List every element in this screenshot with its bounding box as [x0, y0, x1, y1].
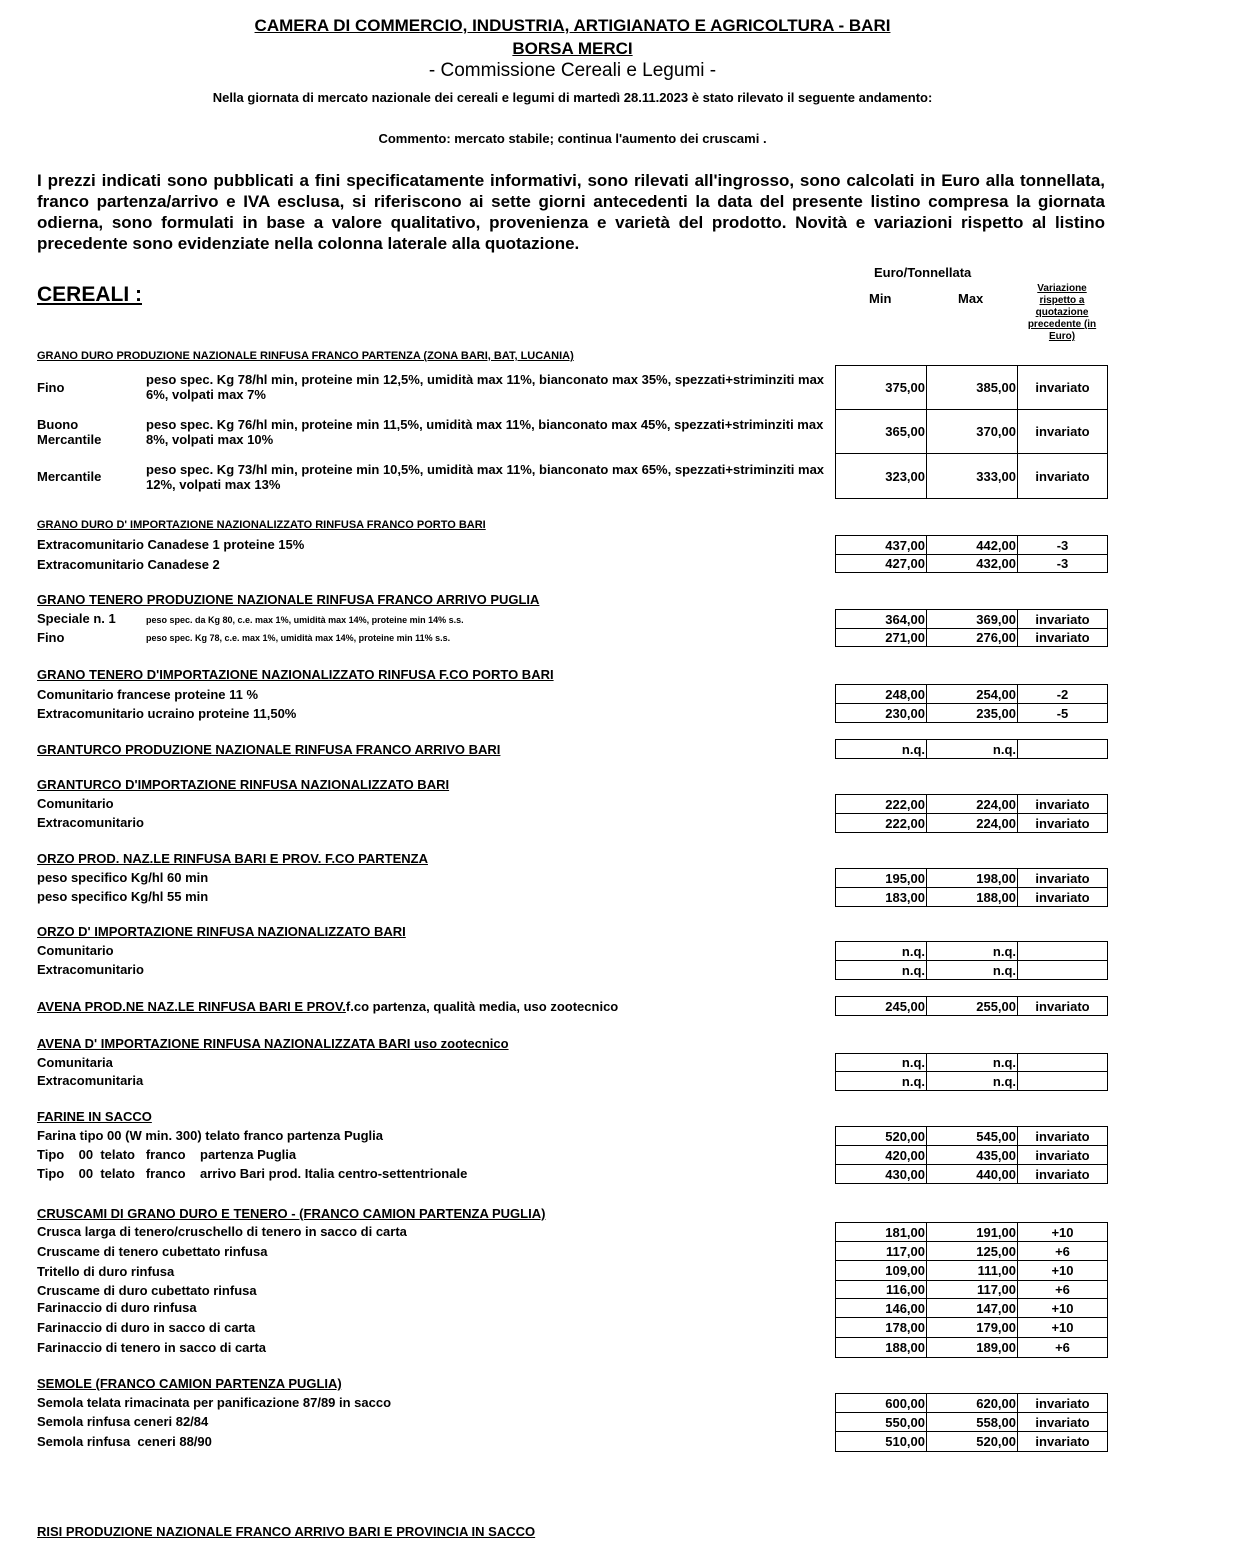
- price-variation: invariato: [1017, 1164, 1108, 1184]
- price-max: 189,00: [926, 1337, 1018, 1358]
- section-title-main: AVENA PROD.NE NAZ.LE RINFUSA BARI E PROV.: [37, 999, 346, 1014]
- price-min: 323,00: [835, 453, 927, 499]
- row-label: Extracomunitario ucraino proteine 11,50%: [37, 706, 297, 721]
- row-label: Extracomunitaria: [37, 1073, 144, 1088]
- price-variation: invariato: [1017, 1393, 1108, 1413]
- price-min: 375,00: [835, 365, 927, 410]
- price-variation: invariato: [1017, 1145, 1108, 1165]
- row-label: Cruscame di tenero cubettato rinfusa: [37, 1244, 268, 1259]
- row-description: peso spec. Kg 73/hl min, proteine min 10,5%, umidità max 11%, bianconato max 65%, spezzati+striminziti max 12%, volpati max 13%: [146, 462, 825, 492]
- price-min: n.q.: [835, 739, 927, 759]
- price-variation: invariato: [1017, 365, 1108, 410]
- price-min: 248,00: [835, 684, 927, 704]
- price-variation: [1017, 960, 1108, 980]
- row-label: peso specifico Kg/hl 55 min: [37, 889, 209, 904]
- section-title-main: AVENA D' IMPORTAZIONE RINFUSA NAZIONALIZZATA BARI: [37, 1036, 411, 1051]
- price-variation: +6: [1017, 1337, 1108, 1358]
- price-variation: invariato: [1017, 1126, 1108, 1146]
- price-min: 195,00: [835, 868, 927, 888]
- section-title-tail: uso zootecnico: [410, 1036, 509, 1051]
- price-min: n.q.: [835, 1071, 927, 1091]
- price-variation: invariato: [1017, 1412, 1108, 1432]
- price-max: 435,00: [926, 1145, 1018, 1165]
- price-min: 117,00: [835, 1241, 927, 1261]
- price-variation: invariato: [1017, 996, 1108, 1016]
- price-min: n.q.: [835, 941, 927, 961]
- price-variation: invariato: [1017, 1431, 1108, 1452]
- market-comment: Commento: mercato stabile; continua l'aumento dei cruscami .: [378, 131, 767, 146]
- row-label: Comunitario: [37, 943, 114, 958]
- price-max: 369,00: [926, 609, 1018, 629]
- price-min: 600,00: [835, 1393, 927, 1413]
- section-title: CRUSCAMI DI GRANO DURO E TENERO - (FRANCO CAMION PARTENZA PUGLIA): [37, 1206, 546, 1221]
- price-max: 370,00: [926, 409, 1018, 454]
- row-label: Farina tipo 00 (W min. 300) telato franco partenza Puglia: [37, 1128, 384, 1143]
- price-variation: -3: [1017, 535, 1108, 555]
- price-max: 198,00: [926, 868, 1018, 888]
- price-variation: [1017, 1071, 1108, 1091]
- price-max: 188,00: [926, 887, 1018, 907]
- price-variation: invariato: [1017, 409, 1108, 454]
- price-max: 520,00: [926, 1431, 1018, 1452]
- price-min: 520,00: [835, 1126, 927, 1146]
- price-max: n.q.: [926, 739, 1018, 759]
- price-variation: -5: [1017, 703, 1108, 723]
- price-variation: invariato: [1017, 887, 1108, 907]
- price-variation: +10: [1017, 1298, 1108, 1318]
- section-title-tail: f.co partenza, qualità media, uso zootecnico: [345, 999, 619, 1014]
- price-variation: invariato: [1017, 628, 1108, 647]
- section-title: [37, 999, 618, 1014]
- price-max: 442,00: [926, 535, 1018, 555]
- price-max: 620,00: [926, 1393, 1018, 1413]
- price-min: 222,00: [835, 813, 927, 833]
- price-variation: +10: [1017, 1222, 1108, 1242]
- price-min: n.q.: [835, 1053, 927, 1072]
- price-min: 550,00: [835, 1412, 927, 1432]
- price-max: 179,00: [926, 1317, 1018, 1338]
- price-variation: -3: [1017, 554, 1108, 573]
- section-title: ORZO PROD. NAZ.LE RINFUSA BARI E PROV. F.CO PARTENZA: [37, 851, 428, 866]
- max-column-header: Max: [958, 291, 984, 306]
- section-cereali-heading: CEREALI :: [37, 283, 142, 306]
- price-max: 147,00: [926, 1298, 1018, 1318]
- price-min: 364,00: [835, 609, 927, 629]
- price-variation: [1017, 739, 1108, 759]
- price-max: 224,00: [926, 794, 1018, 814]
- variation-column-header: Variazione rispetto a quotazione precedente (in Euro): [1027, 283, 1097, 342]
- price-min: 183,00: [835, 887, 927, 907]
- price-max: 333,00: [926, 453, 1018, 499]
- price-max: n.q.: [926, 960, 1018, 980]
- row-label: Tipo 00 telato franco partenza Puglia: [37, 1147, 297, 1162]
- price-max: 111,00: [926, 1260, 1018, 1281]
- price-max: 545,00: [926, 1126, 1018, 1146]
- price-max: 558,00: [926, 1412, 1018, 1432]
- row-label: Farinaccio di duro rinfusa: [37, 1300, 197, 1315]
- price-min: 437,00: [835, 535, 927, 555]
- price-min: 420,00: [835, 1145, 927, 1165]
- section-title: GRANO TENERO PRODUZIONE NAZIONALE RINFUSA FRANCO ARRIVO PUGLIA: [37, 592, 540, 607]
- price-min: n.q.: [835, 960, 927, 980]
- row-label: Extracomunitario: [37, 962, 144, 977]
- unit-header: Euro/Tonnellata: [874, 265, 972, 280]
- row-description: peso spec. Kg 78, c.e. max 1%, umidità max 14%, proteine min 11% s.s.: [146, 633, 451, 643]
- price-max: 191,00: [926, 1222, 1018, 1242]
- row-label: Semola rinfusa ceneri 88/90: [37, 1434, 212, 1449]
- row-label: Buono Mercantile: [37, 417, 102, 447]
- row-label: Comunitario francese proteine 11 %: [37, 687, 259, 702]
- price-min: 271,00: [835, 628, 927, 647]
- row-label: Tritello di duro rinfusa: [37, 1264, 175, 1279]
- price-max: 440,00: [926, 1164, 1018, 1184]
- document-subtitle: BORSA MERCI: [512, 39, 633, 58]
- price-min: 427,00: [835, 554, 927, 573]
- row-label: Comunitaria: [37, 1055, 113, 1070]
- price-variation: [1017, 1053, 1108, 1072]
- section-title: SEMOLE (FRANCO CAMION PARTENZA PUGLIA): [37, 1376, 342, 1391]
- price-variation: +6: [1017, 1241, 1108, 1261]
- price-variation: invariato: [1017, 453, 1108, 499]
- price-max: 254,00: [926, 684, 1018, 704]
- row-label: Tipo 00 telato franco arrivo Bari prod. Italia centro-settentrionale: [37, 1166, 468, 1181]
- row-label: peso specifico Kg/hl 60 min: [37, 870, 209, 885]
- row-description: peso spec. Kg 78/hl min, proteine min 12,5%, umidità max 11%, bianconato max 35%, spezzati+striminziti max 6%, volpati max 7%: [146, 372, 825, 402]
- price-max: n.q.: [926, 1071, 1018, 1091]
- price-variation: invariato: [1017, 813, 1108, 833]
- row-label: Speciale n. 1: [37, 611, 116, 626]
- row-label: Extracomunitario Canadese 2: [37, 557, 220, 572]
- price-max: 125,00: [926, 1241, 1018, 1261]
- row-label: Farinaccio di tenero in sacco di carta: [37, 1340, 267, 1355]
- price-min: 146,00: [835, 1298, 927, 1318]
- market-line: Nella giornata di mercato nazionale dei cereali e legumi di martedì 28.11.2023 è stato rilevato il seguente andamento:: [212, 90, 933, 105]
- row-label: Semola telata rimacinata per panificazione 87/89 in sacco: [37, 1395, 392, 1410]
- price-min: 245,00: [835, 996, 927, 1016]
- section-title: ORZO D' IMPORTAZIONE RINFUSA NAZIONALIZZATO BARI: [37, 924, 406, 939]
- price-variation: invariato: [1017, 868, 1108, 888]
- commission-title: - Commissione Cereali e Legumi -: [428, 60, 717, 81]
- section-title: GRANO TENERO D'IMPORTAZIONE NAZIONALIZZATO RINFUSA F.CO PORTO BARI: [37, 667, 554, 682]
- price-variation: +6: [1017, 1280, 1108, 1299]
- section-title: FARINE IN SACCO: [37, 1109, 152, 1124]
- price-max: n.q.: [926, 941, 1018, 961]
- row-label: Semola rinfusa ceneri 82/84: [37, 1414, 209, 1429]
- price-min: 181,00: [835, 1222, 927, 1242]
- row-description: peso spec. Kg 76/hl min, proteine min 11,5%, umidità max 11%, bianconato max 45%, spezzati+striminziti max 8%, volpati max 10%: [146, 417, 824, 447]
- row-label: Farinaccio di duro in sacco di carta: [37, 1320, 256, 1335]
- price-variation: invariato: [1017, 794, 1108, 814]
- section-title: GRANTURCO PRODUZIONE NAZIONALE RINFUSA FRANCO ARRIVO BARI: [37, 742, 501, 757]
- price-min: 109,00: [835, 1260, 927, 1281]
- price-max: 385,00: [926, 365, 1018, 410]
- price-min: 188,00: [835, 1337, 927, 1358]
- intro-paragraph: I prezzi indicati sono pubblicati a fini specificatamente informativi, sono rilevati all'ingrosso, sono calcolati in Euro alla tonnellata, franco partenza/arrivo e IVA esclusa, si riferiscono ai sette giorni antecedenti la data del presente listino compresa la giornata odierna, sono formulati in base a valore qualitativo, provenienza e varietà del prodotto. Novità e variazioni rispetto al listino precedente sono evidenziate nella colonna laterale alla quotazione.: [37, 171, 1105, 253]
- price-variation: +10: [1017, 1317, 1108, 1338]
- row-label: Extracomunitario Canadese 1 proteine 15%: [37, 537, 305, 552]
- price-variation: -2: [1017, 684, 1108, 704]
- row-description: peso spec. da Kg 80, c.e. max 1%, umidità max 14%, proteine min 14% s.s.: [146, 615, 464, 625]
- price-variation: invariato: [1017, 609, 1108, 629]
- row-label: Extracomunitario: [37, 815, 144, 830]
- row-label: Cruscame di duro cubettato rinfusa: [37, 1283, 257, 1298]
- row-label: Fino: [37, 630, 65, 645]
- price-max: 276,00: [926, 628, 1018, 647]
- price-max: 255,00: [926, 996, 1018, 1016]
- price-max: n.q.: [926, 1053, 1018, 1072]
- row-label: Crusca larga di tenero/cruschello di tenero in sacco di carta: [37, 1224, 407, 1239]
- document-title: CAMERA DI COMMERCIO, INDUSTRIA, ARTIGIANATO E AGRICOLTURA - BARI: [254, 16, 891, 35]
- price-max: 432,00: [926, 554, 1018, 573]
- price-min: 230,00: [835, 703, 927, 723]
- price-min: 510,00: [835, 1431, 927, 1452]
- price-min: 116,00: [835, 1280, 927, 1299]
- section-title: GRANO DURO PRODUZIONE NAZIONALE RINFUSA FRANCO PARTENZA (ZONA BARI, BAT, LUCANIA): [37, 350, 574, 362]
- price-variation: [1017, 941, 1108, 961]
- row-label: Comunitario: [37, 796, 114, 811]
- price-min: 222,00: [835, 794, 927, 814]
- price-min: 365,00: [835, 409, 927, 454]
- row-label: Mercantile: [37, 469, 102, 484]
- section-title: GRANTURCO D'IMPORTAZIONE RINFUSA NAZIONALIZZATO BARI: [37, 777, 450, 792]
- section-title: GRANO DURO D' IMPORTAZIONE NAZIONALIZZATO RINFUSA FRANCO PORTO BARI: [37, 519, 486, 531]
- price-variation: +10: [1017, 1260, 1108, 1281]
- price-max: 117,00: [926, 1280, 1018, 1299]
- min-column-header: Min: [869, 291, 892, 306]
- row-label: Fino: [37, 380, 65, 395]
- price-min: 178,00: [835, 1317, 927, 1338]
- price-max: 235,00: [926, 703, 1018, 723]
- price-min: 430,00: [835, 1164, 927, 1184]
- section-title: [37, 1036, 509, 1051]
- price-max: 224,00: [926, 813, 1018, 833]
- section-title: RISI PRODUZIONE NAZIONALE FRANCO ARRIVO BARI E PROVINCIA IN SACCO: [37, 1524, 536, 1539]
